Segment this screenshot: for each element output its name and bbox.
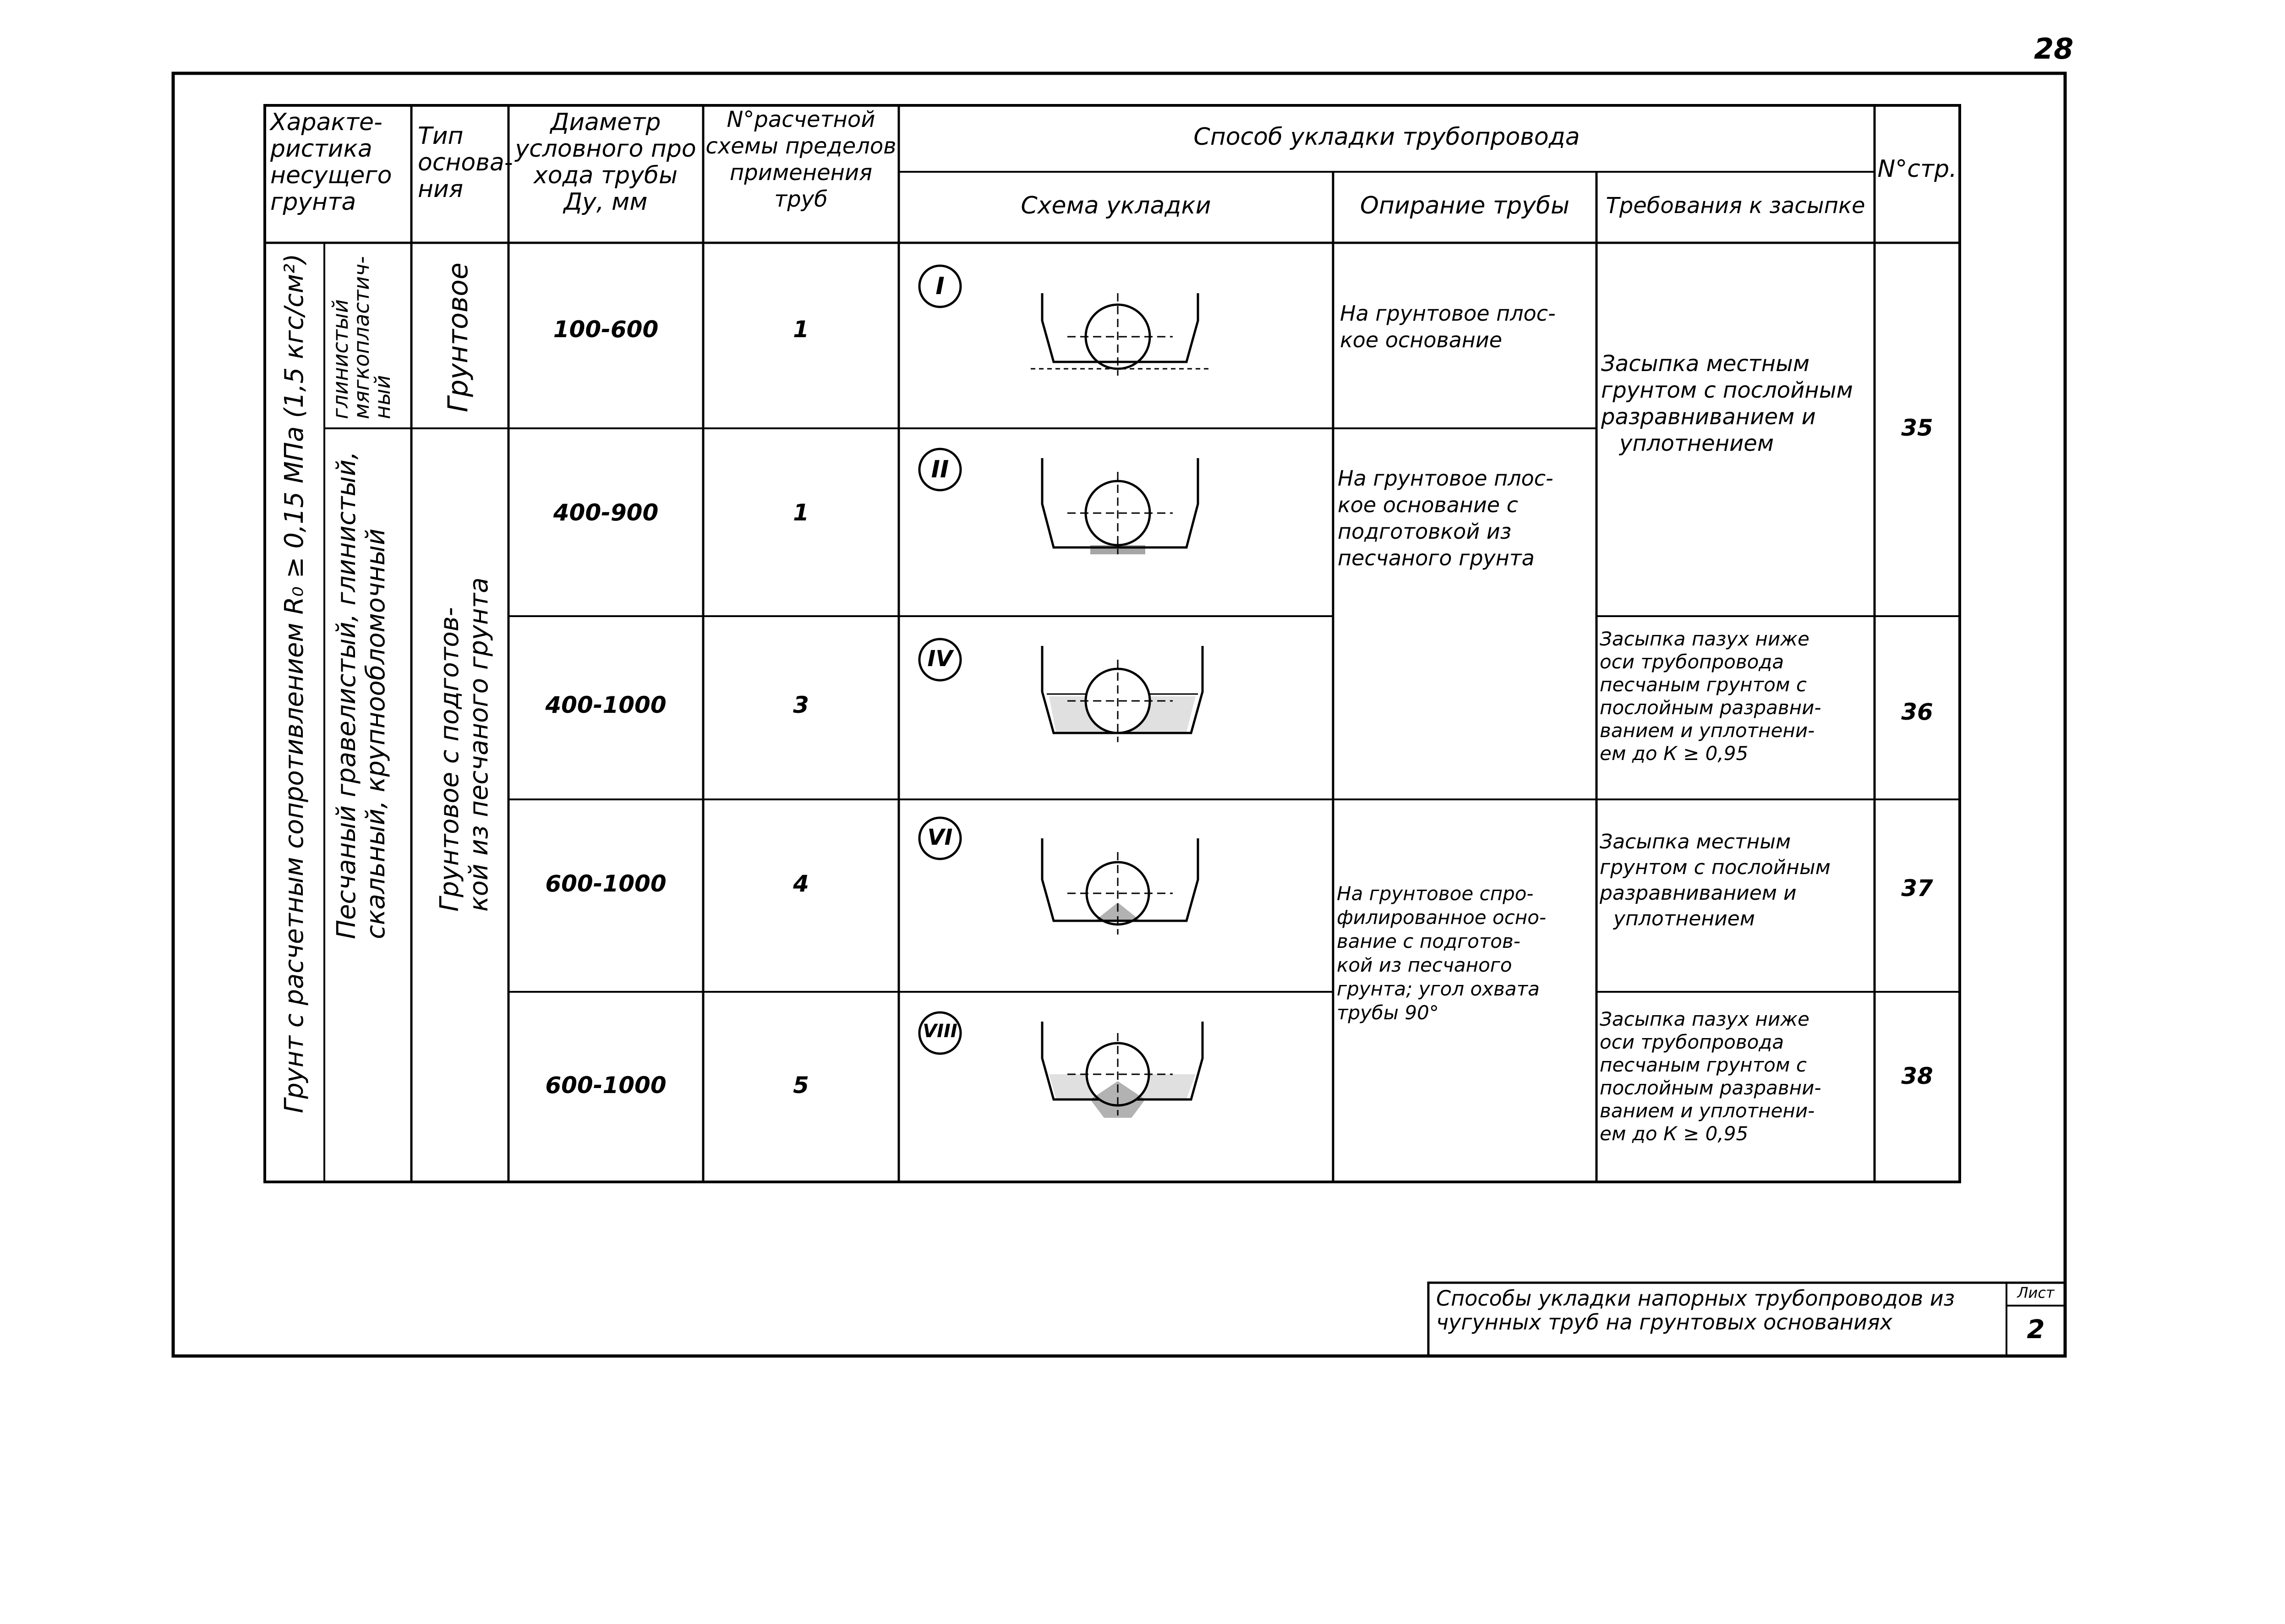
row-2-scheme-number: 1 (793, 499, 809, 526)
header-base-type: Тип основа- ния (418, 122, 513, 203)
scheme-marker-label-5: VIII (923, 1021, 957, 1042)
header-laying-method: Способ укладки трубопровода (1193, 123, 1580, 151)
vertical-soil-sand: Песчаный гравелистый, глинистый, скальный, крупнообломочный (332, 451, 391, 939)
row-1-diameter: 100-600 (553, 316, 659, 343)
vertical-base-prepared: Грунтовое с подготов- кой из песчаного грунта (435, 577, 494, 912)
header-page-number: N°стр. (1877, 155, 1957, 183)
vertical-soil-clay: глинистый мягкопластич- ный (328, 256, 395, 419)
page-number: 28 (2034, 32, 2074, 66)
header-backfill-requirements: Требования к засыпке (1606, 193, 1865, 219)
row-4-scheme-number: 4 (793, 870, 809, 897)
row-5-diameter: 600-1000 (545, 1072, 667, 1099)
scheme-drawing-4 (1042, 838, 1198, 935)
header-soil-characteristic: Характе- ристика несущего грунта (270, 109, 392, 216)
page-ref-1: 35 (1901, 415, 1933, 441)
header-laying-scheme: Схема укладки (1021, 192, 1211, 219)
row-3-scheme-number: 3 (793, 692, 809, 718)
row-4-diameter: 600-1000 (545, 870, 667, 897)
backfill-sand-1: Засыпка пазух ниже оси трубопровода песчаным грунтом с послойным разравни- ванием и уплотнени- ем до К ≥ 0,95 (1600, 628, 1821, 765)
header-diameter: Диаметр условного про хода трубы Ду, мм (515, 109, 696, 216)
scheme-marker-label-3: IV (927, 646, 953, 672)
row-3-diameter: 400-1000 (545, 692, 667, 718)
page-ref-4: 38 (1901, 1063, 1933, 1089)
scheme-marker-label-2: II (931, 456, 949, 483)
page-ref-3: 37 (1901, 875, 1933, 902)
vertical-base-soil: Грунтовое (442, 262, 474, 412)
support-flat-base: На грунтовое плос- кое основание (1340, 301, 1556, 352)
title-block-sheet-label: Лист (2017, 1284, 2055, 1301)
backfill-local-soil-1: Засыпка местным грунтом с послойным разравниванием и уплотнением (1601, 351, 1853, 456)
row-1-scheme-number: 1 (793, 316, 809, 343)
scheme-drawing-3 (1042, 646, 1203, 742)
scheme-drawing-1 (1031, 293, 1209, 376)
row-5-scheme-number: 5 (793, 1072, 809, 1099)
title-block-sheet-number: 2 (2027, 1315, 2045, 1345)
scheme-marker-label-4: VI (927, 825, 953, 850)
backfill-sand-2: Засыпка пазух ниже оси трубопровода песчаным грунтом с послойным разравни- ванием и уплотнени- ем до К ≥ 0,95 (1600, 1008, 1821, 1145)
vertical-soil-resistance: Грунт с расчетным сопротивлением R₀ ≥ 0,15 МПа (1,5 кгс/см²) (279, 253, 309, 1113)
scheme-drawing-2 (1042, 458, 1198, 554)
header-scheme-number: N°расчетной схемы пределов применения труб (705, 107, 897, 212)
backfill-local-soil-2: Засыпка местным грунтом с послойным разравниванием и уплотнением (1600, 830, 1831, 930)
title-block-caption: Способы укладки напорных трубопроводов из чугунных труб на грунтовых основаниях (1436, 1286, 1955, 1334)
scheme-marker-label-1: I (935, 273, 945, 300)
support-flat-base-prepared: На грунтовое плос- кое основание с подготовкой из песчаного грунта (1338, 466, 1553, 570)
header-pipe-support: Опирание трубы (1360, 192, 1570, 219)
page-ref-2: 36 (1901, 699, 1933, 725)
support-profiled-base: На грунтовое спро- филированное осно- вание с подготов- кой из песчаного грунта; угол охвата трубы 90° (1337, 882, 1547, 1024)
row-2-diameter: 400-900 (553, 499, 659, 526)
scheme-drawing-5 (1042, 1022, 1203, 1118)
